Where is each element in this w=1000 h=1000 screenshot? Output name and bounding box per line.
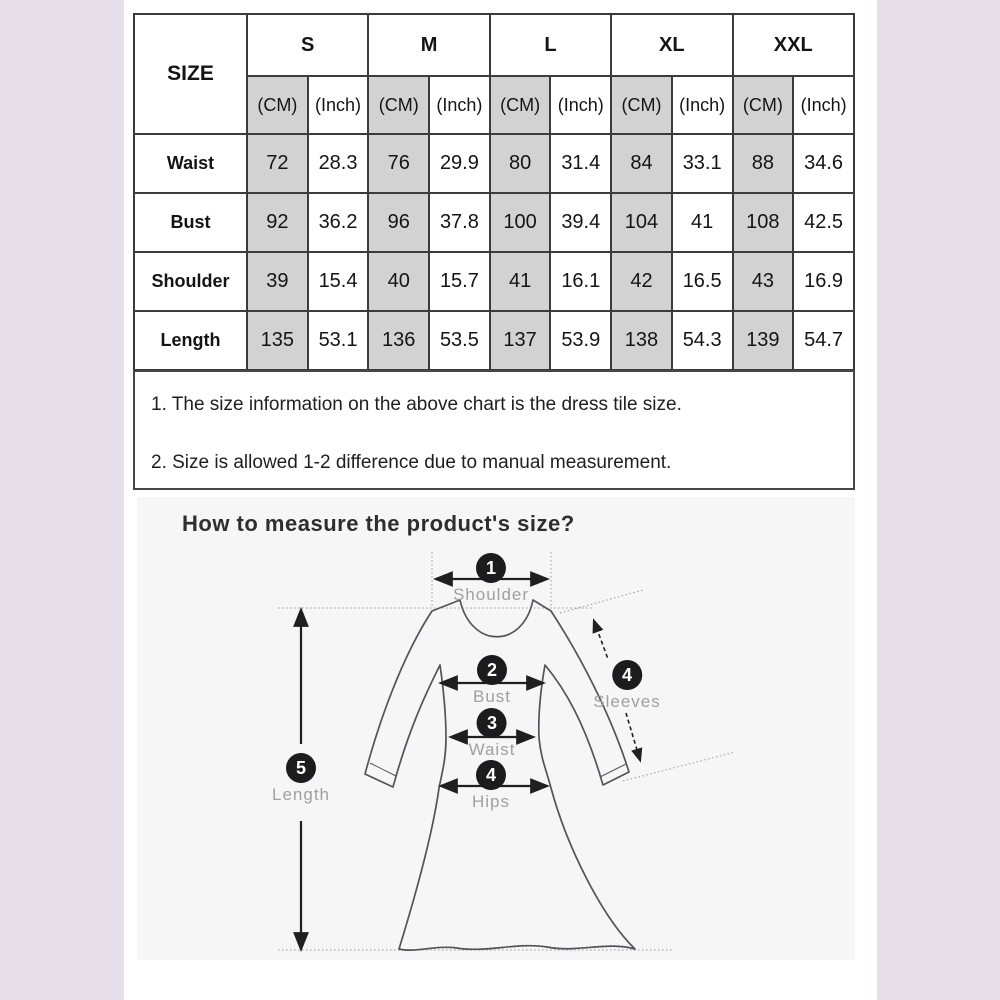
row-label-waist: Waist [134,134,247,193]
size-col-xxl: XXL [733,14,855,76]
unit-cell-cm: (CM) [247,76,308,134]
cell: 76 [368,134,429,193]
marker-hips-number: 4 [476,760,506,790]
cell: 53.5 [429,311,490,370]
unit-cell-inch: (Inch) [429,76,490,134]
unit-cell-cm: (CM) [368,76,429,134]
cell: 100 [490,193,551,252]
cell: 40 [368,252,429,311]
cell: 72 [247,134,308,193]
marker-waist-label: Waist [468,740,516,759]
unit-cell-inch: (Inch) [672,76,733,134]
unit-cell-cm: (CM) [611,76,672,134]
table-row-sizes [134,14,854,76]
size-table [133,13,855,371]
cell: 137 [490,311,551,370]
cell: 96 [368,193,429,252]
marker-waist-number: 3 [477,708,507,738]
cell: 136 [368,311,429,370]
size-col-s: S [247,14,368,76]
size-corner-label: SIZE [134,14,247,134]
cell: 41 [490,252,551,311]
cell: 31.4 [550,134,611,193]
cell: 54.3 [672,311,733,370]
cell: 84 [611,134,672,193]
unit-cell-inch: (Inch) [793,76,854,134]
row-label-shoulder: Shoulder [134,252,247,311]
cell: 16.5 [672,252,733,311]
marker-shoulder [453,553,529,605]
marker-hips-label: Hips [471,792,511,811]
size-notes-box [133,370,855,490]
cell: 88 [733,134,794,193]
unit-cell-cm: (CM) [490,76,551,134]
marker-bust-label: Bust [472,687,512,706]
cell: 54.7 [793,311,854,370]
marker-sleeves-number: 4 [612,660,642,690]
cell: 43 [733,252,794,311]
table-row-waist [134,134,854,193]
cell: 108 [733,193,794,252]
measure-guide-title: How to measure the product's size? [182,511,575,536]
cell: 39.4 [550,193,611,252]
cell: 15.4 [308,252,369,311]
size-col-xl: XL [611,14,732,76]
table-row-bust [134,193,854,252]
marker-sleeves-label: Sleeves [593,692,661,711]
cell: 28.3 [308,134,369,193]
note-2: 2. Size is allowed 1-2 difference due to manual measurement. [151,452,672,473]
row-label-bust: Bust [134,193,247,252]
cell: 53.1 [308,311,369,370]
marker-length-number: 5 [286,753,316,783]
marker-length [272,753,330,805]
cell: 138 [611,311,672,370]
cell: 37.8 [429,193,490,252]
marker-waist [469,708,516,760]
cell: 33.1 [672,134,733,193]
cell: 36.2 [308,193,369,252]
cell: 29.9 [429,134,490,193]
row-label-length: Length [134,311,247,370]
cell: 139 [733,311,794,370]
cell: 15.7 [429,252,490,311]
unit-cell-cm: (CM) [733,76,794,134]
marker-hips [472,760,510,812]
cell: 42.5 [793,193,854,252]
marker-shoulder-number: 1 [476,553,506,583]
sleeves-arrow-bottom [626,713,640,760]
cell: 80 [490,134,551,193]
size-col-m: M [368,14,489,76]
cell: 42 [611,252,672,311]
note-1: 1. The size information on the above chart is the dress tile size. [151,394,682,415]
cell: 39 [247,252,308,311]
cell: 16.1 [550,252,611,311]
cell: 92 [247,193,308,252]
cell: 135 [247,311,308,370]
marker-sleeves [593,660,660,712]
sleeves-arrow-top [594,621,608,659]
cell: 104 [611,193,672,252]
product-info-panel [124,0,877,1000]
size-col-l: L [490,14,611,76]
measure-guide-card [137,497,855,960]
cell: 53.9 [550,311,611,370]
unit-cell-inch: (Inch) [308,76,369,134]
cell: 34.6 [793,134,854,193]
marker-shoulder-label: Shoulder [452,585,530,604]
marker-length-label: Length [272,785,330,804]
measure-arrows [301,579,640,948]
table-row-length [134,311,854,370]
marker-bust [473,655,511,707]
unit-cell-inch: (Inch) [550,76,611,134]
marker-bust-number: 2 [477,655,507,685]
cell: 41 [672,193,733,252]
cell: 16.9 [793,252,854,311]
table-row-shoulder [134,252,854,311]
